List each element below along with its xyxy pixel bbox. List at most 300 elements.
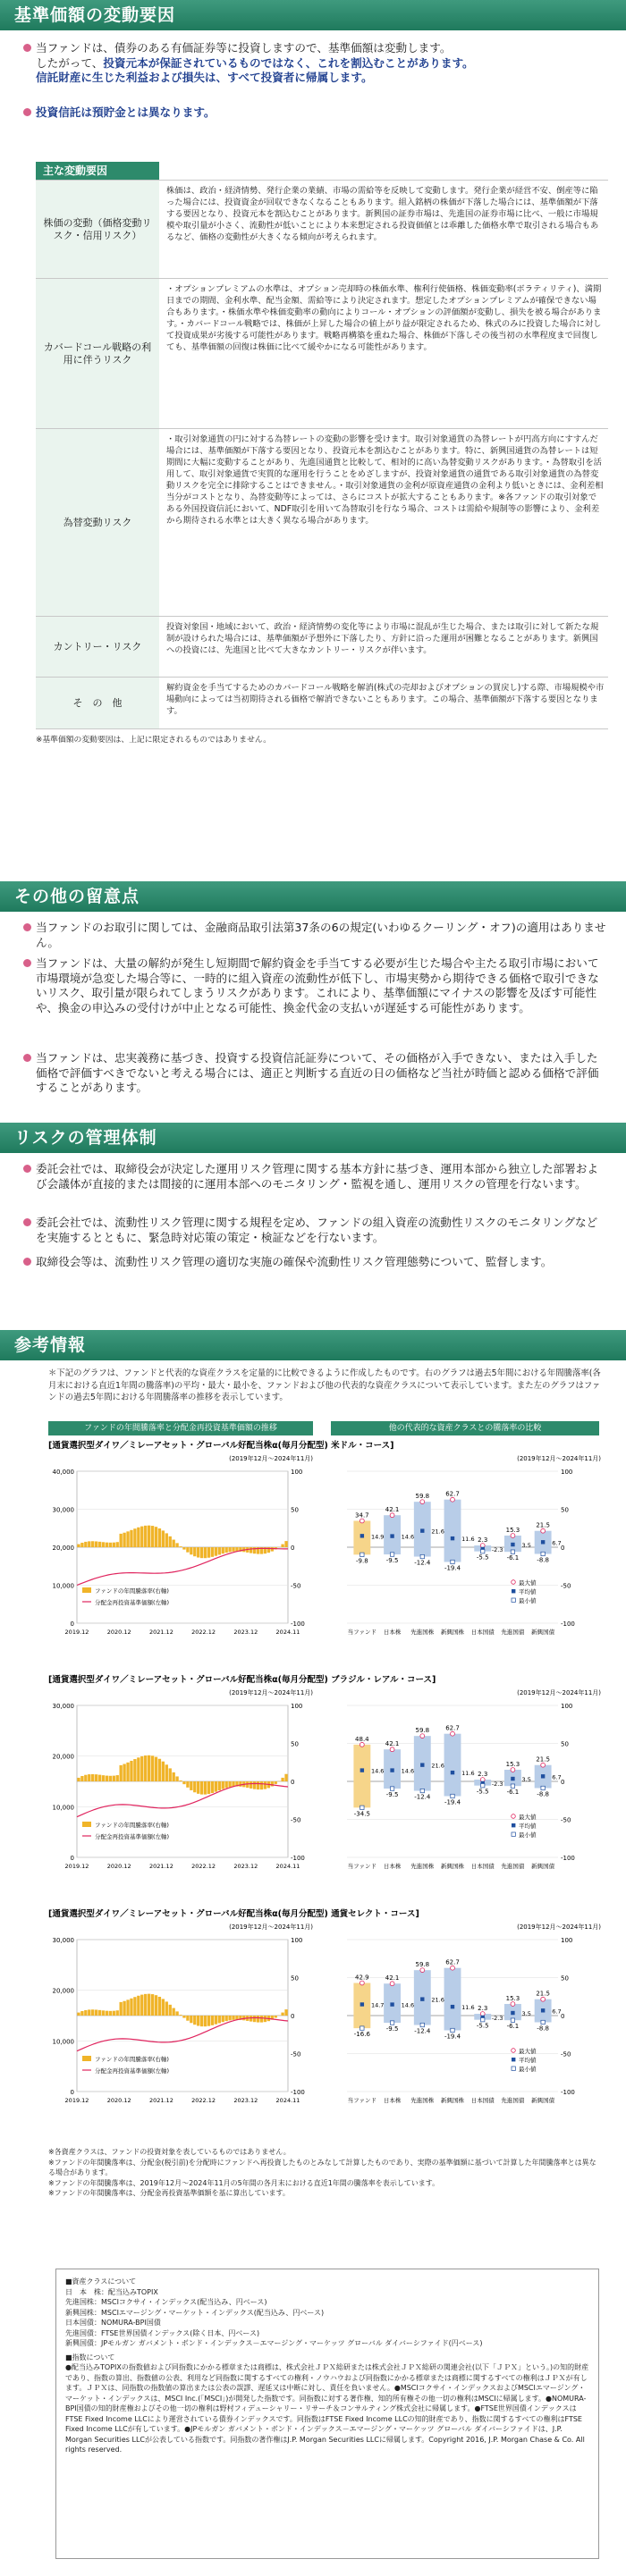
risk-row-other xyxy=(36,678,608,729)
fund-bar xyxy=(197,1781,199,1794)
fund-bar xyxy=(257,1781,259,1789)
max-point xyxy=(360,1519,364,1523)
x-tick: 2019.12 xyxy=(64,1863,89,1870)
min-point xyxy=(511,1784,514,1788)
period-left: (2019年12月～2024年11月) xyxy=(229,1689,313,1696)
right-tick: 100 xyxy=(291,1703,303,1710)
avg-label: 14.6 xyxy=(370,1767,385,1775)
text: 委託会社では、取締役会が決定した運用リスク管理に関する基本方針に基づき、運用本部から独立した部署および会議体が直接的または間接的に運用本部へのモニタリング・監視を通し、運用リスクの管理を行ないます。 xyxy=(36,1162,598,1191)
fund-bar xyxy=(123,1533,125,1547)
fund-bar xyxy=(155,1995,157,2016)
min-point xyxy=(390,1787,393,1790)
fund-bar xyxy=(120,2002,123,2016)
fund-bar xyxy=(133,1528,136,1547)
fund-bar xyxy=(222,1547,224,1553)
fund-bar xyxy=(130,1530,132,1547)
max-point xyxy=(390,1982,394,1986)
x-tick: 2023.12 xyxy=(233,1863,258,1870)
x-tick: 2022.12 xyxy=(191,1629,216,1636)
chart-header-right: 他の代表的な資産クラスとの騰落率の比較 xyxy=(331,1421,599,1435)
avg-point xyxy=(360,1534,364,1537)
avg-label: 6.7 xyxy=(552,1773,562,1781)
avg-point xyxy=(420,1763,424,1766)
risk-label: カバードコール戦略の利用に伴うリスク xyxy=(36,279,159,428)
avg-label: -2.3 xyxy=(491,1780,503,1788)
fund-bar xyxy=(98,1542,101,1547)
right-axis-tick: -50 xyxy=(561,2050,571,2058)
avg-label: 14.7 xyxy=(370,2001,385,2009)
fund-bar xyxy=(218,2016,221,2023)
text-emph: 投資元本が保証されているものではなく、これを割込むことがあります。 xyxy=(103,55,474,70)
fund-bar xyxy=(126,1531,129,1547)
category-label: 先進国債 xyxy=(501,2097,525,2104)
fund-bar xyxy=(246,1781,249,1788)
legend-bar: ファンドの年間騰落率(右軸) xyxy=(95,1822,169,1829)
fund-bar xyxy=(77,2013,80,2016)
fund-bar xyxy=(271,1547,274,1552)
fund-bar xyxy=(179,1546,182,1547)
avg-point xyxy=(360,2002,364,2006)
min-point xyxy=(360,1553,364,1556)
chart-1 xyxy=(48,1440,601,1636)
fund-bar xyxy=(91,2009,94,2016)
fund-bar xyxy=(130,1999,132,2016)
legend-line: 分配金再投資基準価額(左軸) xyxy=(95,1599,170,1606)
max-label: 2.3 xyxy=(478,1771,488,1779)
fund-bar xyxy=(182,2016,185,2018)
fund-bar xyxy=(190,2016,192,2023)
fund-bar xyxy=(133,1997,136,2016)
max-label: 62.7 xyxy=(445,1724,460,1732)
x-tick: 2020.12 xyxy=(106,1629,131,1636)
fund-bar xyxy=(193,1547,196,1556)
legend-min: 最小値 xyxy=(519,1831,537,1839)
max-point xyxy=(420,1500,425,1504)
fund-bar xyxy=(186,1547,189,1553)
min-label: -5.5 xyxy=(476,1553,489,1562)
fund-bar xyxy=(130,1761,132,1781)
min-point xyxy=(451,1794,454,1797)
section-title-other-notes: その他の留意点 xyxy=(0,881,626,912)
min-point xyxy=(541,1552,545,1555)
min-point xyxy=(390,1553,393,1556)
legend-bar-swatch xyxy=(82,1587,91,1593)
fund-bar xyxy=(186,2016,189,2021)
risk-row-country xyxy=(36,617,608,678)
max-point xyxy=(541,1763,546,1767)
right-tick: 0 xyxy=(291,1545,295,1552)
fund-bar xyxy=(151,1755,154,1781)
max-point xyxy=(420,1968,425,1973)
max-label: 59.8 xyxy=(415,1961,430,1969)
min-point xyxy=(451,1560,454,1563)
fund-bar xyxy=(80,1776,83,1781)
fund-bar xyxy=(281,2013,283,2016)
fund-bar xyxy=(211,1781,214,1793)
fund-bar xyxy=(158,1997,161,2016)
fund-bar xyxy=(95,2009,97,2016)
left-tick: 30,000 xyxy=(52,1506,74,1514)
max-point xyxy=(451,1497,455,1502)
min-point xyxy=(481,1549,485,1553)
text-emph: 信託財産に生じた利益および損失は、すべて投資者に帰属します。 xyxy=(36,71,373,84)
fund-bar xyxy=(133,1759,136,1781)
fund-bar xyxy=(91,1541,94,1547)
text: 当ファンドは、大量の解約が発生し短期間で解約資金を手当てする必要が生じた場合や主たる取引市場において市場環境が急変した場合等に、一時的に組入資産の流動性が低下し、市場実勢から期待できる価格で取引できないリスク、取引量が限られてしまうリスクがあります。これにより、基準価額にマイナスの影響を及ぼす可能性や、換金の申込みの受付けが中止となる可能性、換金代金の支払いが遅延する可能性があります。 xyxy=(36,956,599,1014)
category-label: 先進国株 xyxy=(410,1863,435,1870)
category-label: 新興国株 xyxy=(441,1863,464,1870)
chart-title: [通貨選択型ダイワ／ミレーアセット・グローバル好配当株α(毎月分配型) ブラジル・レアル・コース] xyxy=(48,1675,436,1685)
min-point xyxy=(481,2017,485,2021)
risk-row-coveredcall xyxy=(36,279,608,429)
text: したがって、 xyxy=(36,55,104,70)
min-point xyxy=(360,1806,364,1809)
fund-bar xyxy=(165,1764,168,1781)
avg-label: 11.6 xyxy=(461,1536,475,1544)
period-right: (2019年12月～2024年11月) xyxy=(517,1455,601,1462)
period-right: (2019年12月～2024年11月) xyxy=(517,1689,601,1696)
left-tick: 20,000 xyxy=(52,1987,74,1995)
x-tick: 2020.12 xyxy=(106,2097,131,2104)
legend-line: 分配金再投資基準価額(左軸) xyxy=(95,1833,170,1840)
period-left: (2019年12月～2024年11月) xyxy=(229,1924,313,1931)
fund-bar xyxy=(250,1781,252,1789)
text: 当ファンドは、債券のある有価証券等に投資しますので、基準価額は変動します。 xyxy=(36,41,452,55)
fund-bar xyxy=(182,1547,185,1550)
avg-point xyxy=(390,1534,393,1537)
left-tick: 0 xyxy=(70,1621,74,1628)
category-label: 日本国債 xyxy=(470,2097,495,2104)
chart-note: ※ファンドの年間騰落率は、分配金(税引前)を分配時にファンドへ再投資したものとみなして計算したものであり、実際の基準価額に基づいて計算した年間騰落率とは異なる場合があります。 xyxy=(48,2158,596,2176)
fund-bar xyxy=(140,1756,143,1781)
fund-bar xyxy=(197,1547,199,1558)
fund-bar xyxy=(137,1757,140,1781)
fund-bar xyxy=(281,1545,283,1547)
right-axis-tick: 0 xyxy=(561,2013,565,2020)
max-label: 59.8 xyxy=(415,1493,430,1501)
right-axis-tick: 50 xyxy=(561,1506,569,1514)
min-point xyxy=(420,2023,424,2026)
fund-bar xyxy=(155,1757,157,1781)
fund-bar xyxy=(204,2016,207,2026)
risk-label: 為替変動リスク xyxy=(36,429,159,616)
legend-bar: ファンドの年間騰落率(右軸) xyxy=(95,2056,169,2063)
avg-point xyxy=(451,1536,454,1540)
fund-bar xyxy=(271,1781,274,1787)
min-label: -6.1 xyxy=(506,1789,520,1797)
chart-note: ※各資産クラスは、ファンドの投資対象を表しているものではありません。 xyxy=(48,2148,291,2156)
fund-bar xyxy=(257,2016,259,2023)
fund-bar xyxy=(116,1542,119,1547)
category-label: 新興国債 xyxy=(531,1629,555,1636)
fund-bar xyxy=(225,1781,228,1788)
x-tick: 2021.12 xyxy=(148,1863,173,1870)
legend-min-swatch xyxy=(512,2067,515,2070)
fund-bar xyxy=(200,1547,203,1558)
legend-avg-swatch xyxy=(512,1589,515,1593)
avg-point xyxy=(420,1997,424,2000)
text: 当ファンドは、忠実義務に基づき、投資する投資信託証券について、その価格が入手できない、または入手した価格で評価すべきでないと考える場合には、適正と判断する直近の日の価格など当社が時価と認める価格で評価することがあります。 xyxy=(36,1051,599,1094)
risk-table-header: 主な変動要因 xyxy=(36,162,159,180)
fund-bar xyxy=(175,1543,178,1547)
section-title-fluctuation: 基準価額の変動要因 xyxy=(0,0,626,30)
avg-label: 6.7 xyxy=(552,2008,562,2016)
note-item-2 xyxy=(36,956,608,1015)
max-label: 42.9 xyxy=(355,1974,369,1982)
x-tick: 2023.12 xyxy=(233,1629,258,1636)
category-label: 日本国債 xyxy=(470,1863,495,1870)
max-point xyxy=(511,2002,515,2007)
avg-label: 3.5 xyxy=(521,1776,531,1784)
fund-bar xyxy=(228,1781,231,1787)
fund-bar xyxy=(113,1543,115,1547)
legend-bar-swatch xyxy=(82,2056,91,2061)
fund-bar xyxy=(225,1547,228,1553)
category-label: 先進国債 xyxy=(501,1863,525,1870)
fund-bar xyxy=(109,1543,112,1547)
fund-bar xyxy=(173,1772,175,1781)
fund-bar xyxy=(232,2016,234,2020)
disc-line: ■資産クラスについて xyxy=(65,2277,137,2286)
disc-line: ●配当込みTOPIXの指数値および同指数にかかる標章または商標は、株式会社ＪＰＸ総研または株式会社ＪＰＸ総研の関連会社(以下「ＪＰＸ」という。)の知的財産であり、指数の算出、指数値の公表、利用など同指数に関するすべての権利・ノウハウおよび同指数にかかる標章または商標に関するすべての権利はＪＰＸが有します。ＪＰＸは、同指数の指数値の算出または公表の誤謬、遅延又は中断に対し、責任を負いません。●MSCIコクサイ・インデックスおよびMSCIエマージング・マーケット・インデックスは、MSCI Inc.(「MSCI」)が開発した指数です。同指数に対する著作権、知的所有権その他一切の権利はMSCIに帰属します。●NOMURA-BPI国債の知的財産権およびその他一切の権利は野村フィデューシャリー・リサーチ＆コンサルティング株式会社に帰属します。●FTSE世界国債インデックスはFTSE Fixed Income LLCにより運営されている債券インデックスです。同指数はFTSE Fixed Income LLCの知的財産であり、指数に関するすべての権利はFTSE Fixed Income LLCが有しています。●JPモルガン ガバメント・ボンド・インデックス－エマージング・マーケッツ グローバル ダイバーシファイドは、J.P. Morgan Securities LLCが公表している指数です。同指数の著作権はJ.P. Morgan Securities LLCに帰属します。Copyright 2016, J.P. Morgan Chase & Co. All rights reserved. xyxy=(65,2363,589,2454)
avg-point xyxy=(511,2011,514,2015)
fund-bar xyxy=(281,1778,283,1781)
fund-bar xyxy=(222,1781,224,1789)
avg-label: 21.6 xyxy=(431,1996,444,2004)
min-label: -6.1 xyxy=(506,1554,520,1562)
max-label: 21.5 xyxy=(536,1755,550,1764)
max-point xyxy=(390,1513,394,1518)
fund-bar xyxy=(95,1774,97,1781)
text: 委託会社では、流動性リスク管理に関する規程を定め、ファンドの組入資産の流動性リスクのモニタリングなどを実施するとともに、緊急時対応策の策定・検証などを行ないます。 xyxy=(36,1216,598,1244)
risk-footnote: ※基準価額の変動要因は、上記に限定されるものではありません。 xyxy=(36,736,272,745)
risk-text: 解約資金を手当てするためのカバードコール戦略を解消(株式の売却およびオプションの買戻し)する際、市場規模や市場動向によっては当初期待される価格で解消できないこともあります。この場合、基準価額が下落する要因となります。 xyxy=(166,683,605,716)
left-tick: 20,000 xyxy=(52,1753,74,1761)
fund-bar xyxy=(165,1533,168,1547)
max-point xyxy=(360,1981,364,1985)
fund-bar xyxy=(186,1781,189,1788)
max-label: 42.1 xyxy=(385,1506,400,1514)
avg-point xyxy=(420,1528,424,1532)
fund-bar xyxy=(284,1774,287,1781)
category-label: 新興国債 xyxy=(531,2097,555,2104)
min-label: -8.8 xyxy=(537,1790,549,1798)
max-point xyxy=(511,1768,515,1772)
right-tick: -100 xyxy=(291,2089,305,2096)
reference-intro: ＊下記のグラフは、ファンドと代表的な資産クラスを定量的に比較できるように作成したものです。右のグラフは過去5年間における年間騰落率(各月末における直近1年間の騰落率)の平均・最大・最小を、ファンドおよび他の代表的な資産クラスについて表示しています。また左のグラフはファンドの過去5年間における年間騰落率の推移を表示しています。 xyxy=(48,1368,601,1402)
fund-bar xyxy=(190,1547,192,1554)
right-tick: -100 xyxy=(291,1621,305,1628)
fund-bar xyxy=(88,1774,90,1781)
disc-line: 日 本 株：配当込みTOPIX xyxy=(65,2287,158,2296)
fund-bar xyxy=(158,1528,161,1547)
fund-bar xyxy=(179,2015,182,2016)
category-label: 新興国債 xyxy=(531,1863,555,1870)
fund-bar xyxy=(77,1778,80,1781)
fund-bar xyxy=(260,2016,263,2023)
fund-bar xyxy=(102,1542,105,1547)
fund-bar xyxy=(80,2011,83,2016)
x-tick: 2022.12 xyxy=(191,2097,216,2104)
fund-bar xyxy=(106,1776,108,1781)
fund-bar xyxy=(275,1781,277,1784)
bullet-fluctuation-2 xyxy=(36,105,608,121)
risk-row-stock xyxy=(36,181,608,279)
fund-bar xyxy=(98,1775,101,1781)
avg-label: 11.6 xyxy=(461,1770,475,1778)
legend-min-swatch xyxy=(512,1598,515,1602)
range-bar xyxy=(444,1734,461,1797)
risk-label: カントリー・リスク xyxy=(36,617,159,677)
left-tick: 30,000 xyxy=(52,1937,74,1944)
avg-label: -2.3 xyxy=(491,1545,503,1553)
range-bar xyxy=(353,1745,370,1807)
avg-label: 14.9 xyxy=(370,1533,385,1541)
risk-text: ・取引対象通貨の円に対する為替レートの変動の影響を受けます。取引対象通貨の為替レートが円高方向にすすんだ場合には、基準価額が下落する要因となり、投資元本を割込むことがあります。特に、新興国通貨の為替レートは短期間に大幅に変動することがあり、先進国通貨と比較して、相対的に高い為替変動リスクがあります。・為替取引を活用して、取引対象通貨で実質的な運用を行うことをめざしますが、投資対象通貨の通貨である取引対象通貨の為替変動リスクを完全に排除することはできません。・取引対象通貨の金利が原資産通貨の金利より低いときには、金利差相当分がコストとなり、為替変動等によっては、さらにコストが拡大することもあります。※各ファンドの取引対象である外国投資信託において、NDF取引を用いて為替取引を行なう場合、コストは需給や規制等の影響により、金利差から期待される水準とは大きく異なる場合があります。 xyxy=(166,434,604,526)
avg-label: 14.6 xyxy=(401,1767,415,1775)
bullet-fluctuation-1 xyxy=(36,41,608,86)
period-left: (2019年12月～2024年11月) xyxy=(229,1455,313,1462)
fund-bar xyxy=(95,1541,97,1547)
x-tick: 2024.11 xyxy=(275,1629,300,1636)
fund-bar xyxy=(179,1780,182,1781)
fund-bar xyxy=(148,1526,150,1547)
min-label: -12.4 xyxy=(414,1793,431,1801)
fund-bar xyxy=(120,1534,123,1547)
fund-bar xyxy=(193,2016,196,2025)
category-label: 先進国株 xyxy=(410,2097,435,2104)
min-label: -8.8 xyxy=(537,2025,549,2033)
min-label: -19.4 xyxy=(444,2033,461,2041)
left-tick: 0 xyxy=(70,1855,74,1862)
fund-bar xyxy=(144,1994,147,2016)
x-tick: 2019.12 xyxy=(64,2097,89,2104)
right-tick: -50 xyxy=(291,1582,301,1590)
right-axis-tick: -100 xyxy=(561,2089,575,2096)
risk-text: ・オプションプレミアムの水準は、オプション売却時の株価水準、権利行使価格、株価変動率(ボラティリティ)、満期日までの期間、金利水準、配当金額、需給等により決定されます。想定したオプションプレミアムが確保できない場合もあります。・株価水準や株価変動率の動向によりコール・オプションの評価額が変動し、損失を被る場合があります。・カバードコール戦略では、株価が上昇した場合の値上がり益が限定されるため、株式のみに投資した場合に対して投資成果が劣後する可能性があります。戦略再構築を重ねた場合、株価が下落しその後当初の水準程度まで回復しても、基準価額の回復は株価に比べて緩やかになる可能性があります。 xyxy=(166,284,602,352)
legend-max-swatch xyxy=(512,1580,516,1585)
legend-max-swatch xyxy=(512,2049,516,2053)
right-axis-tick: -100 xyxy=(561,1621,575,1628)
section-title-risk-management: リスクの管理体制 xyxy=(0,1123,626,1153)
left-tick: 0 xyxy=(70,2089,74,2096)
fund-bar xyxy=(162,1999,165,2016)
right-tick: -100 xyxy=(291,1855,305,1862)
fund-bar xyxy=(169,2005,172,2016)
min-point xyxy=(360,2026,364,2030)
min-point xyxy=(451,2028,454,2032)
max-point xyxy=(451,1731,455,1736)
fund-bar xyxy=(253,1781,256,1789)
chart-3 xyxy=(48,1908,601,2104)
fund-bar xyxy=(106,1543,108,1547)
right-axis-tick: 100 xyxy=(561,1937,573,1944)
avg-point xyxy=(511,1543,514,1546)
fund-bar xyxy=(102,1775,105,1781)
max-label: 62.7 xyxy=(445,1958,460,1966)
min-label: -9.5 xyxy=(385,1557,399,1565)
fund-bar xyxy=(144,1526,147,1547)
category-label: 当ファンド xyxy=(347,1863,377,1870)
min-label: -6.1 xyxy=(506,2023,520,2031)
fund-bar xyxy=(284,2009,287,2016)
fund-bar xyxy=(155,1527,157,1547)
legend-avg: 平均値 xyxy=(519,1588,537,1595)
fund-bar xyxy=(123,2001,125,2016)
fund-bar xyxy=(250,1547,252,1553)
category-label: 先進国債 xyxy=(501,1629,525,1636)
fund-bar xyxy=(91,1774,94,1781)
right-tick: -50 xyxy=(291,2050,301,2058)
fund-bar xyxy=(200,2016,203,2026)
fund-bar xyxy=(77,1545,80,1547)
legend-avg: 平均値 xyxy=(519,1823,537,1830)
min-point xyxy=(481,1783,485,1787)
max-label: 34.7 xyxy=(355,1511,369,1520)
max-point xyxy=(480,1544,485,1548)
category-label: 新興国株 xyxy=(441,2097,464,2104)
fund-bar xyxy=(151,1994,154,2016)
fund-bar xyxy=(84,1542,87,1547)
fund-bar xyxy=(109,2011,112,2016)
text: 取締役会等は、流動性リスク管理の適切な実施の確保や流動性リスク管理態勢について、監督します。 xyxy=(36,1255,553,1268)
avg-label: 14.6 xyxy=(401,2001,415,2009)
fund-bar xyxy=(126,1999,129,2016)
category-label: 先進国株 xyxy=(410,1629,435,1636)
min-label: -5.5 xyxy=(476,1788,489,1796)
max-point xyxy=(451,1966,455,1970)
fund-bar xyxy=(151,1526,154,1547)
avg-point xyxy=(451,1771,454,1774)
left-tick: 10,000 xyxy=(52,1804,74,1812)
left-tick: 40,000 xyxy=(52,1469,74,1476)
max-label: 15.3 xyxy=(505,1526,520,1534)
fund-bar xyxy=(162,1762,165,1781)
max-point xyxy=(480,2012,485,2016)
right-tick: -50 xyxy=(291,1816,301,1824)
min-point xyxy=(511,2018,514,2022)
fund-bar xyxy=(84,2010,87,2016)
min-label: -16.6 xyxy=(353,2031,370,2039)
min-label: -34.5 xyxy=(353,1810,370,1818)
period-right: (2019年12月～2024年11月) xyxy=(517,1924,601,1931)
fund-bar xyxy=(126,1763,129,1781)
fund-bar xyxy=(120,1765,123,1781)
avg-point xyxy=(541,1540,545,1544)
x-tick: 2024.11 xyxy=(275,1863,300,1870)
fund-bar xyxy=(148,1755,150,1781)
text: 投資信託は預貯金とは異なります。 xyxy=(36,105,216,119)
right-axis-tick: 0 xyxy=(561,1779,565,1786)
chart-note: ※ファンドの年間騰落率は、分配金再投資基準価額を基に算出しています。 xyxy=(48,2189,290,2197)
min-label: -19.4 xyxy=(444,1564,461,1572)
fund-bar xyxy=(116,1775,119,1781)
max-label: 62.7 xyxy=(445,1490,460,1498)
avg-label: 3.5 xyxy=(521,1542,531,1550)
fund-bar xyxy=(222,2016,224,2022)
left-tick: 10,000 xyxy=(52,1582,74,1590)
fund-bar xyxy=(109,1776,112,1781)
fund-bar xyxy=(225,2016,228,2021)
fund-bar xyxy=(207,1547,210,1558)
risk-text: 株価は、政治・経済情勢、発行企業の業績、市場の需給等を反映して変動します。発行企業が経営不安、倒産等に陥った場合には、投資資金が回収できなくなることもあります。組入銘柄の株価が下落した場合には、基準価額が下落する要因となり、投資元本を割込むことがあります。新興国の証券市場は、先進国の証券市場に比べ、一般に市場規模や取引量が小さく、流動性が低いことにより本来想定される投資価値とは乖離した価格水準で取引される場合もあるなど、価格の変動性が大きくなる傾向が考えられます。 xyxy=(166,186,599,242)
disc-line: 新興国株：MSCIエマージング・マーケット・インデックス(配当込み、円ベース) xyxy=(65,2308,325,2317)
fund-bar xyxy=(215,1781,217,1792)
chart-title: [通貨選択型ダイワ／ミレーアセット・グローバル好配当株α(毎月分配型) 米ドル・コース] xyxy=(48,1441,394,1451)
fund-bar xyxy=(232,1547,234,1552)
x-tick: 2021.12 xyxy=(148,1629,173,1636)
x-tick: 2019.12 xyxy=(64,1629,89,1636)
